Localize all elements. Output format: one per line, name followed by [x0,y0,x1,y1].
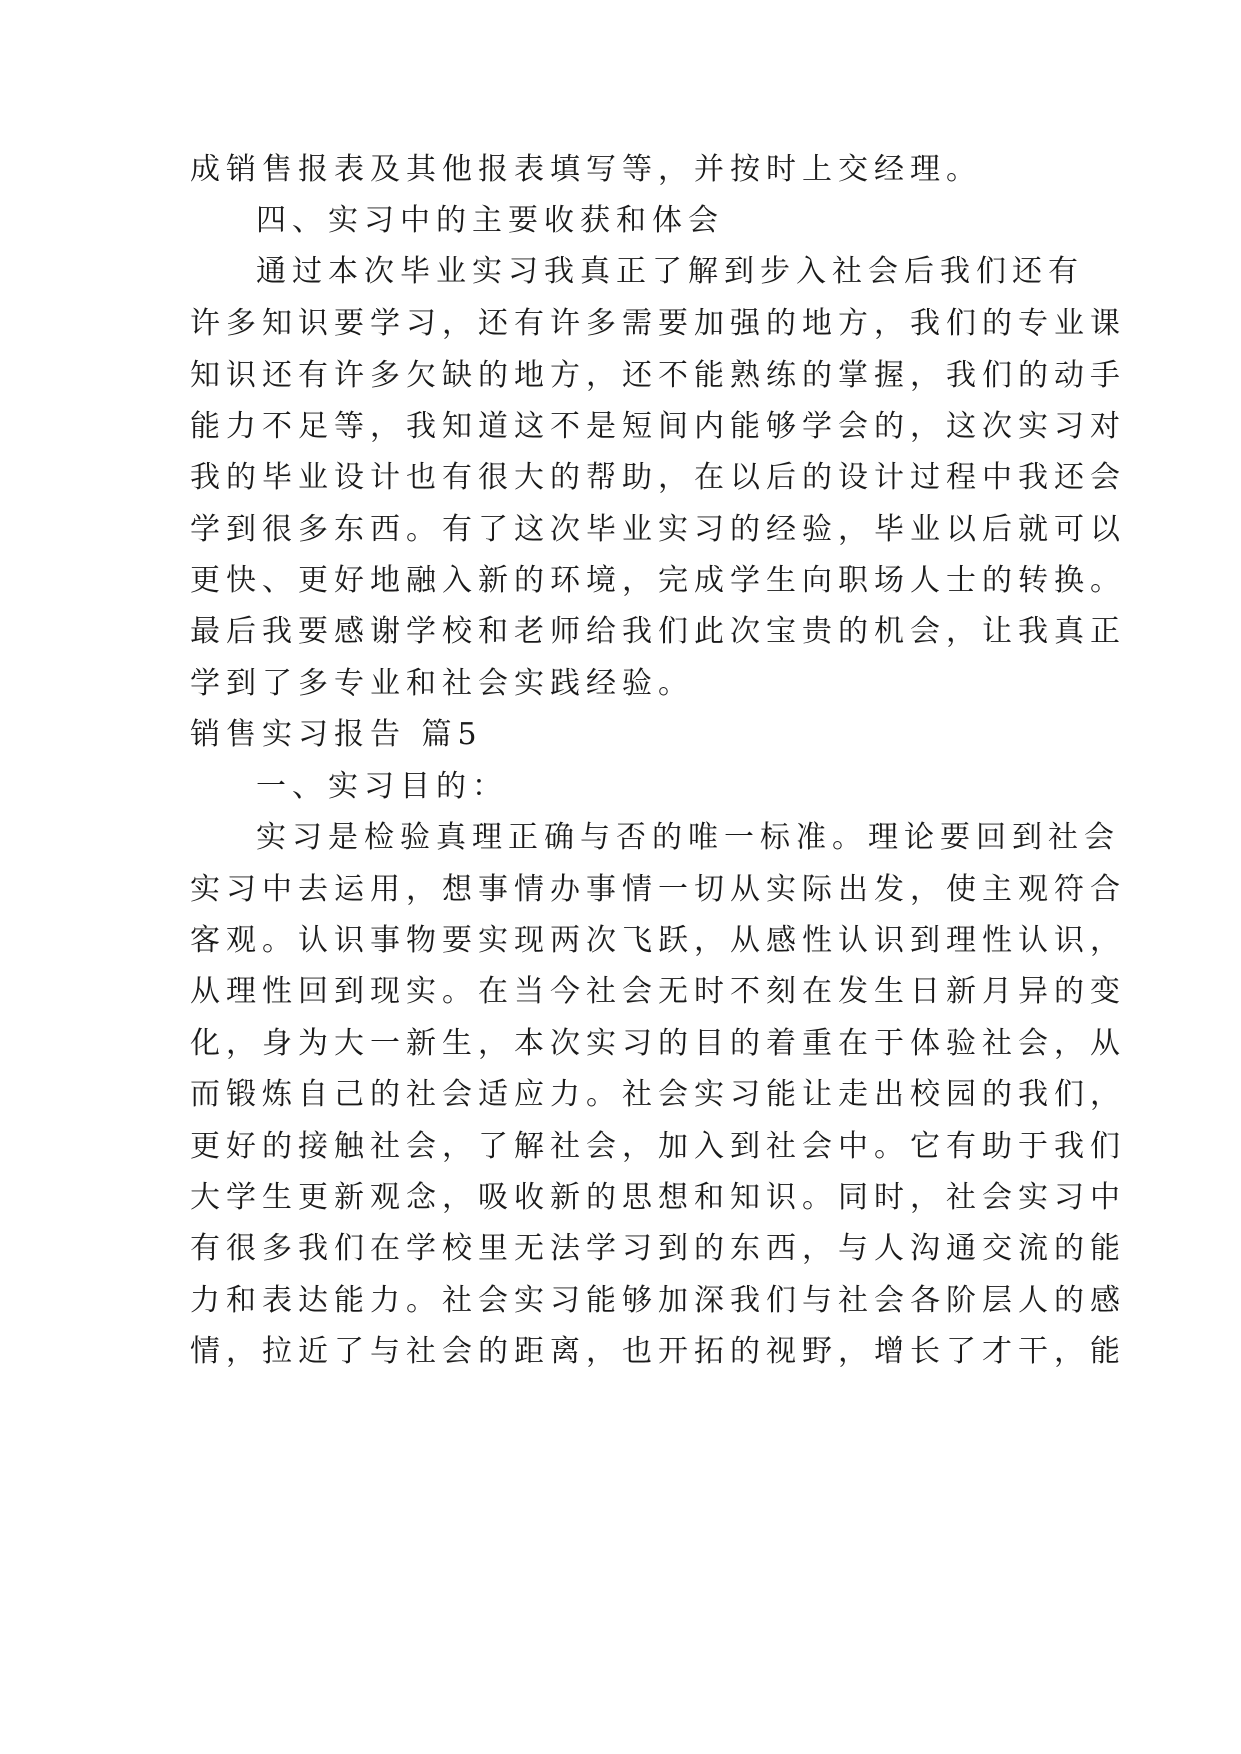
body-text-line: 从理性回到现实。在当今社会无时不刻在发生日新月异的变 [190,974,1126,1009]
body-text-line: 实习是检验真理正确与否的唯一标准。理论要回到社会 [256,820,1120,855]
body-text-line: 实习中去运用，想事情办事情一切从实际出发，使主观符合 [190,872,1126,907]
body-text-line: 能力不足等，我知道这不是短间内能够学会的，这次实习对 [190,409,1126,444]
section-heading: 一、实习目的： [256,769,508,804]
body-text-line: 情，拉近了与社会的距离，也开拓的视野，增长了才干，能 [190,1334,1126,1369]
body-text-line: 通过本次毕业实习我真正了解到步入社会后我们还有 [256,254,1084,289]
section-heading: 四、实习中的主要收获和体会 [256,203,724,238]
body-text-line: 学到很多东西。有了这次毕业实习的经验，毕业以后就可以 [190,512,1126,547]
body-text-line: 成销售报表及其他报表填写等，并按时上交经理。 [190,152,982,187]
report-title: 销售实习报告 篇5 [190,717,483,752]
body-text-line: 客观。认识事物要实现两次飞跃，从感性认识到理性认识， [190,923,1126,958]
body-text-line: 许多知识要学习，还有许多需要加强的地方，我们的专业课 [190,306,1126,341]
body-text-line: 化，身为大一新生，本次实习的目的着重在于体验社会，从 [190,1026,1126,1061]
body-text-line: 更好的接触社会，了解社会，加入到社会中。它有助于我们 [190,1129,1126,1164]
body-text-line: 大学生更新观念，吸收新的思想和知识。同时，社会实习中 [190,1180,1126,1215]
body-text-line: 力和表达能力。社会实习能够加深我们与社会各阶层人的感 [190,1283,1126,1318]
body-text-line: 更快、更好地融入新的环境，完成学生向职场人士的转换。 [190,563,1126,598]
body-text-line: 而锻炼自己的社会适应力。社会实习能让走出校园的我们， [190,1077,1126,1112]
body-text-line: 我的毕业设计也有很大的帮助，在以后的设计过程中我还会 [190,460,1126,495]
body-text-line: 知识还有许多欠缺的地方，还不能熟练的掌握，我们的动手 [190,358,1126,393]
body-text-line: 有很多我们在学校里无法学习到的东西，与人沟通交流的能 [190,1231,1126,1266]
body-text-line: 最后我要感谢学校和老师给我们此次宝贵的机会，让我真正 [190,614,1126,649]
body-text-line: 学到了多专业和社会实践经验。 [190,666,694,701]
